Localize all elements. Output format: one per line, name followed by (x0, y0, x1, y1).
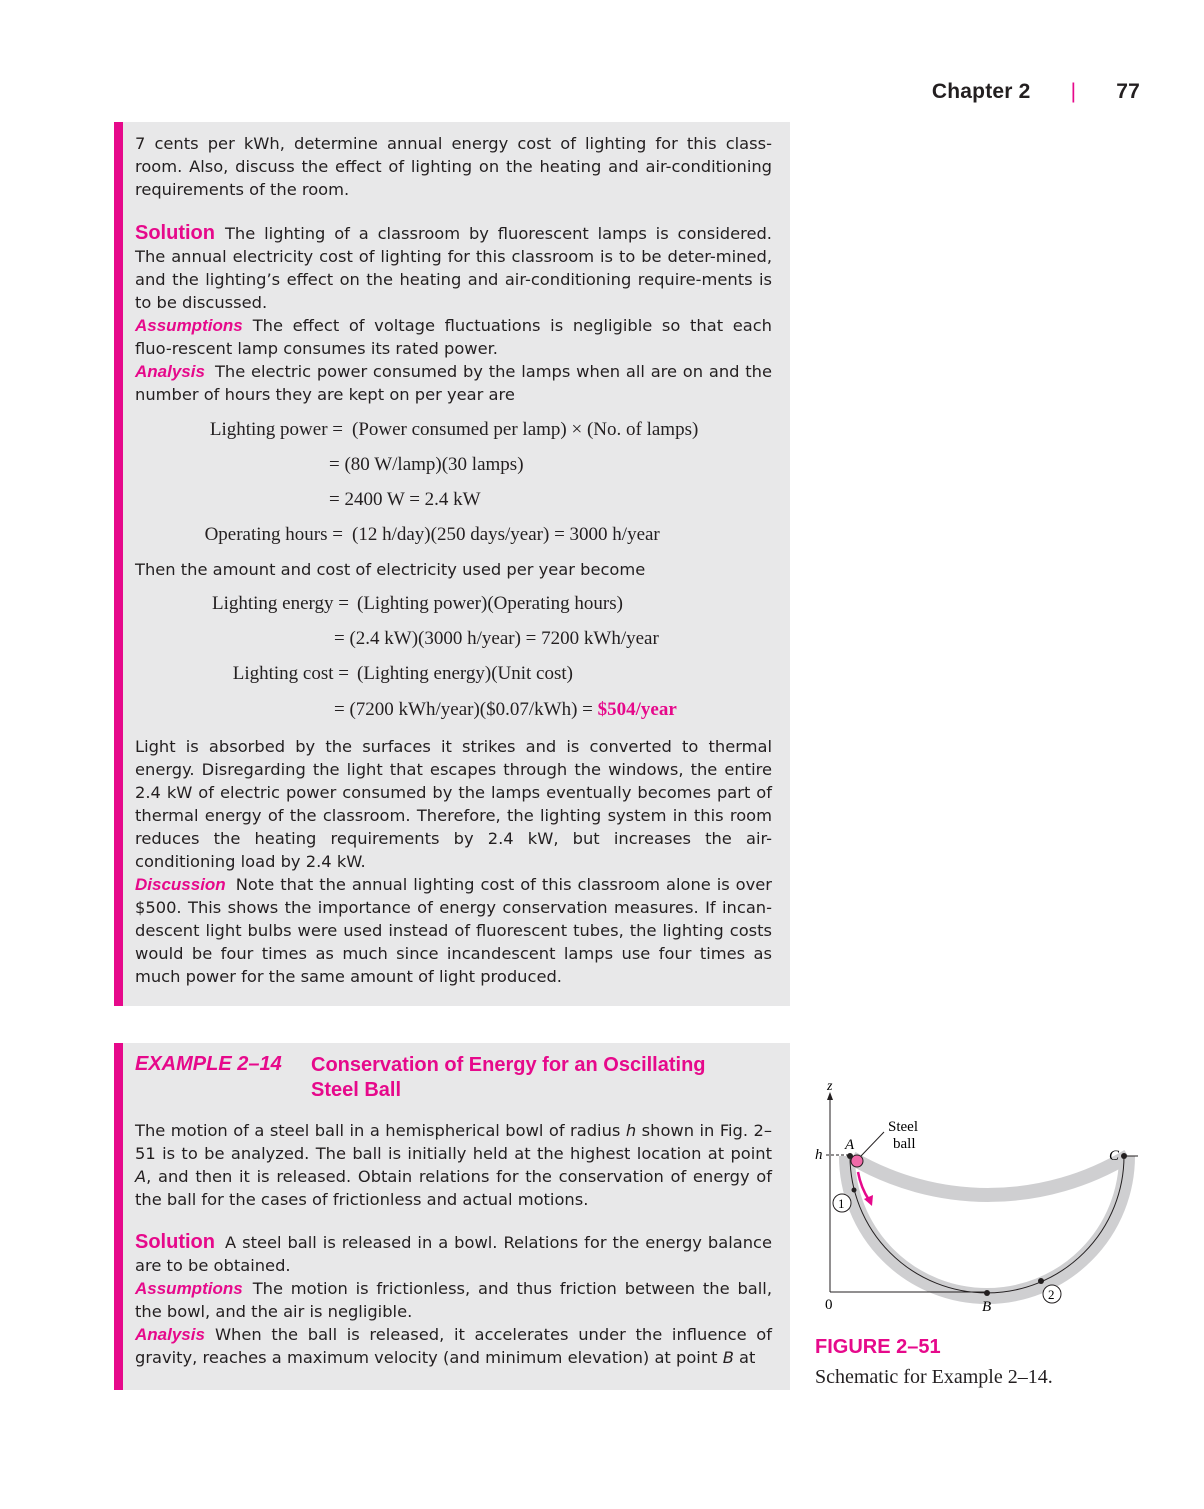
equation-rhs: (12 h/day)(250 days/year) = 3000 h/year (352, 524, 660, 545)
page-number: 77 (1116, 80, 1140, 103)
discussion-paragraph (135, 873, 772, 988)
eq-lhs: Lighting energy = (211, 593, 349, 614)
bowl-schematic (805, 1075, 1150, 1330)
equation-rhs (334, 699, 677, 721)
point-1-dot (852, 1188, 857, 1193)
example-statement (135, 1119, 772, 1211)
a-label: A (845, 1137, 855, 1153)
h-label: h (815, 1147, 823, 1163)
discussion-label: Discussion (135, 875, 226, 894)
light-paragraph: Light is absorbed by the surfaces it strikes and is converted to thermal energy. Disregarding the light that escapes through the windows, the entire 2.4 kW of electric power consumed by the lamps eventually becomes part of thermal energy of the classroom. Therefore, the lighting system in this room reduces the heating requirements by 2.4 kW, but increases the air-conditioning load by 2.4 kW. (135, 737, 772, 871)
example-title-line1: Conservation of Energy for an Oscillating (311, 1054, 706, 1076)
example-label (135, 1053, 282, 1076)
then-text: Then the amount and cost of electricity used per year become (135, 560, 646, 579)
solution-text: The lighting of a classroom by fluorescent lamps is considered. The annual electricity cost of lighting for this classroom is to be deter-mined, and the lighting’s effect on the heating and air-conditioning require-ments is to be discussed. (135, 224, 772, 312)
ball-label: ball (893, 1136, 916, 1152)
assumptions-text: The motion is frictionless, and thus friction between the ball, the bowl, and the air is negligible. (135, 1279, 772, 1321)
analysis-paragraph (135, 360, 772, 406)
problem-statement: 7 cents per kWh, determine annual energy cost of lighting for this class-room. Also, discuss the effect of lighting on the heating and air-conditioning requirements of the room. (135, 134, 772, 199)
assumptions-text: The effect of voltage fluctuations is negligible so that each fluo-rescent lamp consumes its rated power. (135, 316, 772, 358)
eq-cost-result: $504/year (597, 699, 677, 720)
chapter-label: Chapter 2 (931, 80, 1031, 103)
solution-paragraph (135, 222, 772, 314)
statement-part: , and then it is released. Obtain relations for the conservation of energy of the ball for the cases of frictionless and actual motions. (135, 1167, 772, 1209)
analysis-var-b: B (722, 1348, 734, 1367)
assumptions-paragraph (135, 1277, 772, 1323)
eq-cost-rhs: = (7200 kWh/year)($0.07/kWh) = (334, 699, 593, 720)
origin-label: 0 (825, 1297, 833, 1313)
solution-text: A steel ball is released in a bowl. Relations for the energy balance are to be obtained. (135, 1233, 772, 1275)
analysis-part: When the ball is released, it accelerates under the influence of gravity, reaches a maximum velocity (and minimum elevation) at point (135, 1325, 772, 1367)
statement-part: shown in Fig. 2–51 is to be analyzed. The ball is initially held at the highest location at point (135, 1121, 773, 1163)
b-label: B (982, 1299, 992, 1315)
running-header (932, 80, 1140, 104)
analysis-paragraph (135, 1323, 772, 1369)
example-2-13-continuation (114, 122, 790, 1006)
marker-2-label: 2 (1048, 1287, 1055, 1302)
assumptions-label: Assumptions (135, 316, 243, 335)
equation-rhs: = 2400 W = 2.4 kW (329, 489, 481, 510)
analysis-label: Analysis (135, 362, 205, 381)
z-label: z (827, 1079, 833, 1094)
steel-ball-leader (861, 1132, 884, 1156)
point-b-dot (984, 1290, 990, 1296)
example-title-line2: Steel Ball (311, 1079, 402, 1101)
equation-rhs: (Power consumed per lamp) × (No. of lamps) (352, 419, 699, 440)
point-2-dot (1038, 1278, 1044, 1284)
c-label: C (1109, 1148, 1120, 1164)
eq-lhs: Operating hours = (204, 524, 343, 545)
analysis-label: Analysis (135, 1325, 205, 1344)
statement-var-a: A (135, 1167, 147, 1186)
example-2-14 (114, 1043, 790, 1390)
discussion-text: Note that the annual lighting cost of this classroom alone is over $500. This shows the importance of energy conservation measures. If incan-descent light bulbs were used instead of fluorescent tubes, the lighting costs would be four times as much since incandescent lamps use four times as much power for the same amount of light produced. (135, 875, 772, 986)
assumptions-paragraph (135, 314, 772, 360)
analysis-text: The electric power consumed by the lamps when all are on and the number of hours they are kept on per year are (135, 362, 772, 404)
equation-rhs: (Lighting energy)(Unit cost) (357, 663, 573, 684)
solution-label: Solution (135, 222, 215, 244)
bowl-shell (852, 1156, 1128, 1195)
solution-paragraph (135, 1231, 772, 1277)
steel-label: Steel (888, 1119, 918, 1135)
equation-rhs: = (80 W/lamp)(30 lamps) (329, 454, 524, 475)
figure-caption: Schematic for Example 2–14. (815, 1366, 1053, 1388)
example-title (311, 1053, 706, 1103)
point-c-dot (1121, 1153, 1127, 1159)
assumptions-label: Assumptions (135, 1279, 243, 1298)
header-separator: | (1070, 80, 1077, 103)
equation-rhs: (Lighting power)(Operating hours) (357, 593, 623, 614)
steel-ball (851, 1155, 863, 1167)
solution-label: Solution (135, 1231, 215, 1253)
eq-lhs: Lighting power = (209, 419, 343, 440)
equation-rhs: = (2.4 kW)(3000 h/year) = 7200 kWh/year (334, 628, 659, 649)
motion-arrow-head (864, 1195, 873, 1206)
marker-1-label: 1 (838, 1196, 845, 1211)
analysis-part: at (733, 1348, 756, 1367)
example-number: EXAMPLE 2–14 (135, 1053, 282, 1075)
eq-lhs: Lighting cost = (232, 663, 349, 684)
statement-part: The motion of a steel ball in a hemispherical bowl of radius (135, 1121, 626, 1140)
statement-var-h: h (625, 1121, 637, 1140)
figure-title: FIGURE 2–51 (815, 1336, 941, 1358)
